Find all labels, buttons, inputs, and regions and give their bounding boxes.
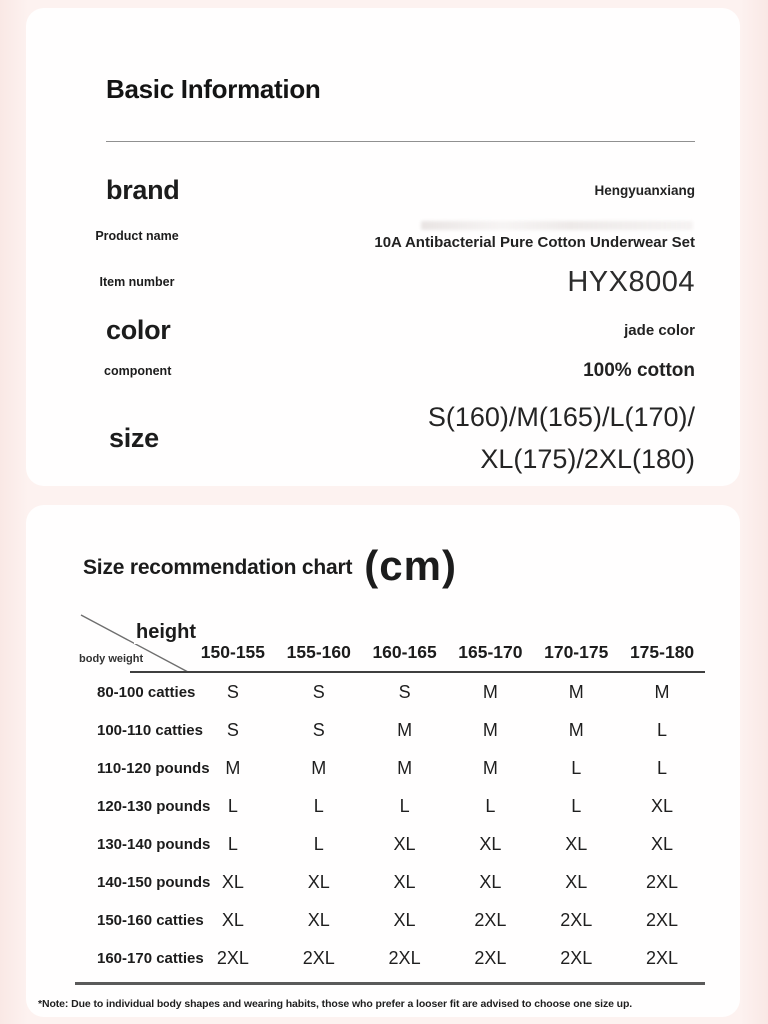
weight-row-label: 150-160 catties (97, 911, 204, 929)
size-cell: XL (565, 871, 588, 892)
size-cell: 2XL (646, 947, 679, 968)
size-table-row (75, 711, 705, 749)
size-cell: XL (221, 909, 244, 930)
size-cell: XL (393, 909, 416, 930)
brand-label: brand (106, 174, 180, 205)
size-table-row (75, 939, 705, 977)
size-cell: M (225, 757, 241, 778)
weight-row-label: 140-150 pounds (97, 873, 211, 891)
table-bottom-line (75, 982, 705, 985)
size-table-row (75, 901, 705, 939)
size-cell: M (482, 681, 498, 702)
component-row (81, 354, 695, 388)
size-cell: L (227, 833, 238, 854)
size-cell: M (311, 757, 327, 778)
height-column-header: 160-165 (372, 641, 437, 662)
basic-information-title: Basic Information (106, 74, 321, 104)
size-cell: XL (479, 833, 502, 854)
faded-ghost-text (421, 221, 693, 230)
item-number-label: Item number (99, 275, 175, 289)
size-cell: M (482, 757, 498, 778)
size-cell: M (482, 719, 498, 740)
size-cell: 2XL (646, 909, 679, 930)
weight-row-label: 130-140 pounds (97, 835, 211, 853)
product-name-row (81, 212, 695, 260)
height-column-header: 150-155 (200, 641, 266, 662)
weight-row-label: 80-100 catties (97, 683, 196, 701)
size-label: size (109, 422, 159, 453)
size-cell: XL (651, 833, 674, 854)
size-table-header (75, 609, 705, 673)
product-name-value: 10A Antibacterial Pure Cotton Underwear Set (374, 234, 695, 251)
size-chart-title: Size recommendation chart (83, 556, 353, 579)
size-cell: S (398, 681, 411, 702)
size-cell: XL (393, 871, 416, 892)
size-cell: L (571, 795, 582, 816)
color-label: color (106, 314, 171, 345)
size-cell: L (571, 757, 582, 778)
size-table-body (75, 673, 705, 977)
size-cell: 2XL (560, 909, 593, 930)
size-cell: 2XL (216, 947, 249, 968)
size-cell: M (568, 719, 584, 740)
size-cell: S (312, 719, 325, 740)
height-column-header: 170-175 (544, 641, 609, 662)
size-cell: 2XL (474, 947, 507, 968)
basic-information-card (26, 8, 740, 486)
size-cell: M (397, 719, 413, 740)
color-row (81, 306, 695, 354)
size-cell: XL (565, 833, 588, 854)
corner-body-weight-label: body weight (79, 653, 144, 665)
size-cell: L (657, 719, 668, 740)
size-cell: L (485, 795, 496, 816)
size-cell: 2XL (560, 947, 593, 968)
size-cell: XL (307, 871, 330, 892)
corner-height-label: height (136, 621, 196, 643)
item-number-value: HYX8004 (567, 265, 695, 298)
size-value (193, 396, 695, 480)
size-table-row (75, 863, 705, 901)
size-table-row (75, 749, 705, 787)
size-cell: S (312, 681, 325, 702)
size-table-row (75, 673, 705, 711)
title-divider (106, 141, 695, 142)
size-cell: 2XL (302, 947, 335, 968)
product-name-label: Product name (95, 229, 179, 243)
size-cell: L (313, 833, 324, 854)
size-cell: L (399, 795, 410, 816)
brand-row (81, 168, 695, 212)
size-cell: XL (479, 871, 502, 892)
size-cell: L (657, 757, 668, 778)
color-value: jade color (624, 321, 695, 339)
size-cell: M (568, 681, 584, 702)
size-cell: L (227, 795, 238, 816)
component-label: component (104, 364, 172, 378)
header-underline (130, 671, 705, 673)
weight-row-label: 120-130 pounds (97, 797, 211, 815)
weight-row-label: 100-110 catties (97, 721, 203, 739)
height-column-header: 165-170 (458, 641, 523, 662)
size-cell: 2XL (388, 947, 421, 968)
size-cell: M (397, 757, 413, 778)
component-value: 100% cotton (583, 360, 695, 381)
height-column-header: 155-160 (286, 641, 351, 662)
size-cell: 2XL (646, 871, 679, 892)
size-cell: L (313, 795, 324, 816)
product-name-value-block (193, 221, 695, 251)
size-value-line2: XL(175)/2XL(180) (480, 444, 695, 474)
size-cell: S (226, 681, 239, 702)
size-cell: XL (651, 795, 674, 816)
size-table-row (75, 825, 705, 863)
diagonal-corner-cell (75, 609, 196, 673)
size-table-row (75, 787, 705, 825)
size-chart-unit: (cm) (364, 542, 457, 589)
weight-row-label: 110-120 pounds (97, 759, 210, 777)
size-table (75, 609, 705, 985)
size-row (81, 396, 695, 480)
size-chart-title-row (83, 539, 705, 597)
size-cell: 2XL (474, 909, 507, 930)
weight-row-label: 160-170 catties (97, 949, 204, 967)
size-chart-note: *Note: Due to individual body shapes and wearing habits, those who prefer a looser fit are advised to choose one size up. (38, 998, 633, 1010)
size-cell: M (654, 681, 670, 702)
brand-value: Hengyuanxiang (594, 182, 695, 198)
size-cell: XL (307, 909, 330, 930)
size-chart-card (26, 505, 740, 1017)
size-cell: XL (393, 833, 416, 854)
size-cell: S (226, 719, 239, 740)
height-column-header: 175-180 (629, 641, 695, 662)
item-number-row (81, 260, 695, 304)
size-value-line1: S(160)/M(165)/L(170)/ (427, 402, 695, 432)
size-cell: XL (221, 871, 244, 892)
